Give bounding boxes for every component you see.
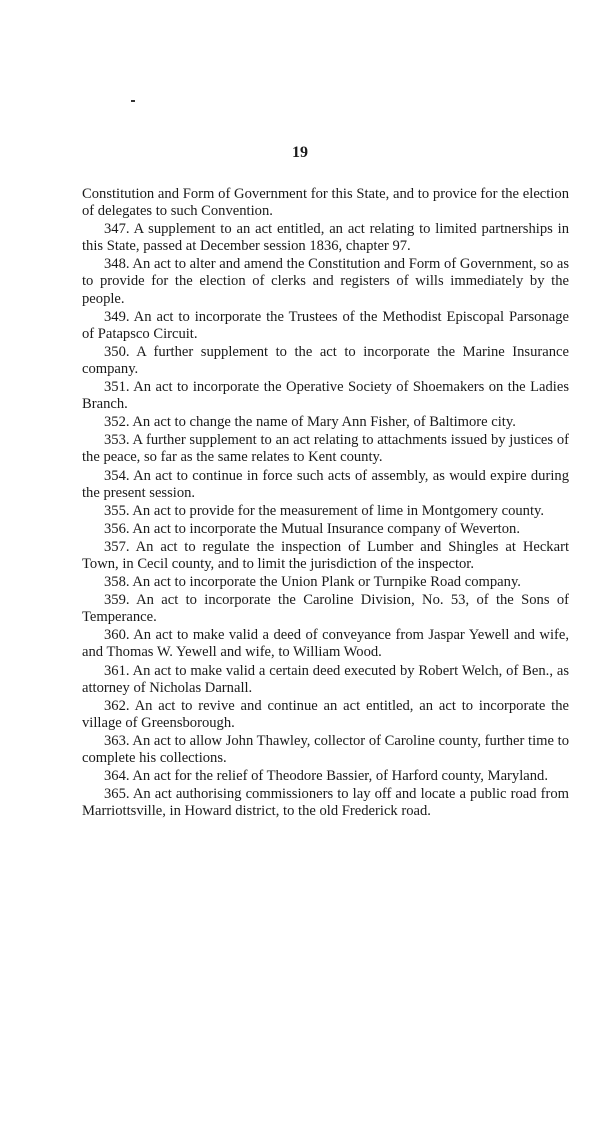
act-entry: 361. An act to make valid a certain deed executed by Robert Welch, of Ben., as attorney of Nicholas Darnall. — [82, 662, 569, 696]
act-entry: 359. An act to incorporate the Caroline Division, No. 53, of the Sons of Temperance. — [82, 592, 569, 626]
act-entry: 347. A supplement to an act entitled, an act relating to limited partnerships in this State, passed at December session 1836, chapter 97. — [82, 221, 569, 255]
act-entry: 351. An act to incorporate the Operative Society of Shoemakers on the Ladies Branch. — [82, 379, 569, 413]
scan-speck — [131, 100, 135, 102]
page-number: 19 — [292, 144, 308, 161]
act-entry: 350. A further supplement to the act to incorporate the Marine Insurance company. — [82, 343, 569, 377]
act-entry: 360. An act to make valid a deed of conveyance from Jaspar Yewell and wife, and Thomas W. Yewell and wife, to William Wood. — [82, 627, 569, 661]
act-entry: 365. An act authorising commissioners to lay off and locate a public road from Marriottsville, in Howard district, to the old Frederick road. — [82, 786, 569, 820]
act-entry: 356. An act to incorporate the Mutual Insurance company of Weverton. — [104, 520, 520, 537]
act-entry: 349. An act to incorporate the Trustees of the Methodist Episcopal Parsonage of Patapsco Circuit. — [82, 308, 569, 342]
act-entry: 357. An act to regulate the inspection of Lumber and Shingles at Heckart Town, in Cecil county, and to limit the jurisdiction of the inspector. — [82, 538, 569, 572]
continued-paragraph: Constitution and Form of Government for this State, and to provice for the election of delegates to such Convention. — [82, 186, 569, 220]
act-list — [82, 186, 569, 821]
act-entry: 358. An act to incorporate the Union Plank or Turnpike Road company. — [104, 574, 521, 591]
act-entry: 364. An act for the relief of Theodore Bassier, of Harford county, Maryland. — [104, 768, 548, 785]
act-entry: 363. An act to allow John Thawley, collector of Caroline county, further time to complete his collections. — [82, 732, 569, 766]
act-entry: 355. An act to provide for the measurement of lime in Montgomery county. — [104, 502, 545, 519]
act-entry: 353. A further supplement to an act relating to attachments issued by justices of the peace, so far as the same relates to Kent county. — [82, 432, 569, 466]
act-entry: 362. An act to revive and continue an act entitled, an act to incorporate the village of Greensborough. — [82, 697, 569, 731]
act-entry: 354. An act to continue in force such acts of assembly, as would expire during the present session. — [82, 467, 569, 501]
act-entry: 348. An act to alter and amend the Constitution and Form of Government, so as to provide for the election of clerks and registers of wills immediately by the people. — [82, 256, 569, 307]
act-entry: 352. An act to change the name of Mary Ann Fisher, of Baltimore city. — [104, 414, 516, 431]
